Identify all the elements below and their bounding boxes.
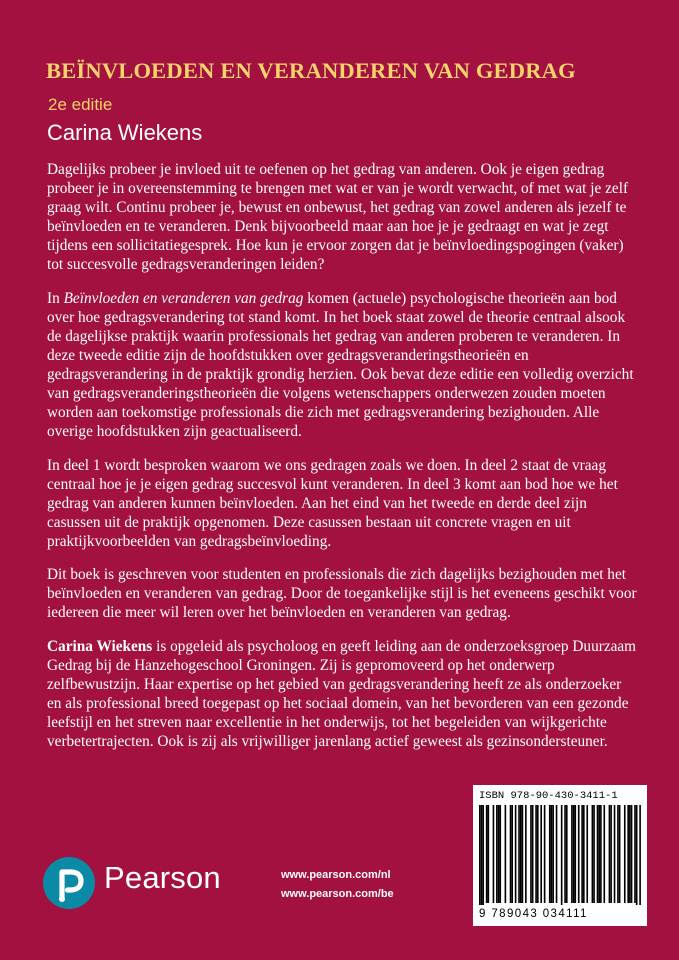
barcode-bar (520, 805, 522, 903)
barcode-bar (549, 805, 551, 903)
url-nl[interactable]: www.pearson.com/nl (281, 869, 391, 881)
author-bio-text: is opgeleid als psycholoog en geeft leiding aan de onderzoeksgroep Duurzaam Gedrag bij de Hanzehogeschool Groningen. Zij is gepromoveerd op het onderwerp zelfbewustzijn. Haar expertise op het gebied van gedragsverandering heeft ze als onderzoeker en als professional breed toegepast op het sociaal domein, van het bevorderen van een gezonde leefstijl en het streven naar excellentie in het onderwijs, tot het begeleiden van wijkgerichte verbetertrajecten. Ook is zij als vrijwilliger jarenlang actief geweest als gezinsondersteuner. (47, 638, 637, 751)
isbn-label: ISBN 978-90-430-3411-1 (479, 790, 618, 802)
barcode-bar (479, 805, 481, 905)
barcode-bar (556, 805, 558, 903)
barcode-bar (566, 805, 568, 903)
barcode-bar (573, 805, 575, 903)
barcode-bar (510, 805, 512, 903)
barcode-bar (496, 805, 498, 903)
barcode-bar (639, 805, 641, 905)
barcode-bar (600, 805, 602, 903)
blurb-paragraph-1: Dagelijks probeer je invloed uit te oefenen op het gedrag van anderen. Ook je eigen gedrag probeer je in overeenstemming te brengen met wat er van je wordt verwacht, of met wat je zelf graag wilt. Continu probeer je, bewust en onbewust, het gedrag van zowel anderen als jezelf te beïnvloeden en te veranderen. Denk bijvoorbeeld maar aan hoe je je gedraagt en wat je zegt tijdens een sollicitatiegesprek. Hoe kun je ervoor zorgen dat je beïnvloedingspogingen (vaker) tot succesvolle gedragsveranderingen leiden? (47, 161, 629, 274)
barcode-bar (525, 805, 527, 903)
barcode-bar (614, 805, 616, 903)
barcode-bar (535, 805, 537, 903)
blurb-p2-rest: komen (actuele) psychologische theorieën aan bod over hoe gedragsverandering tot stand komt. In het boek staat zowel de theorie centraal alsook de dagelijkse praktijk waarin professionals het gedrag van anderen proberen te veranderen. In deze tweede editie zijn de hoofdstukken over gedragsveranderingstheorieën en gedragsverandering in de praktijk grondig herzien. Ook bevat deze editie een volledig overzicht van gedragsveranderingstheorieën die volgens wetenschappers onderwezen zouden moeten worden aan toekomstige professionals die zich met gedragsverandering bezighouden. Alle overige hoofdstukken zijn geactualiseerd. (47, 289, 634, 441)
barcode-bar (518, 805, 520, 903)
blurb-paragraph-3: In deel 1 wordt besproken waarom we ons gedragen zoals we doen. In deel 2 staat de vraag centraal hoe je je eigen gedrag succesvol kunt veranderen. In deel 3 komt aan bod hoe we het gedrag van anderen kunnen beïnvloeden. Aan het eind van het tweede en derde deel zijn casussen uit de praktijk opgenomen. Deze casussen bestaan uit concrete vragen en uit praktijkvoorbeelden van gedragsbeïnvloeding. (47, 456, 618, 550)
barcode-bar (540, 805, 542, 903)
barcode-bar (488, 805, 490, 903)
barcode-bar (636, 805, 638, 905)
publisher-urls (281, 866, 394, 904)
barcode-bar (481, 805, 483, 905)
barcode-bar (505, 805, 507, 903)
barcode-bar (631, 805, 633, 903)
barcode-digits: 9 789043 034111 (479, 908, 588, 920)
blurb-text (47, 160, 637, 766)
author-name: Carina Wiekens (47, 120, 203, 145)
barcode-bar (592, 805, 594, 903)
blurb-p2-lead: In (47, 289, 64, 307)
barcode-bar (486, 805, 488, 903)
edition-label: 2e editie (48, 95, 113, 114)
author-bio-name: Carina Wiekens (47, 638, 153, 656)
barcode-bar (578, 805, 580, 903)
barcode-bar (593, 805, 595, 903)
barcode-bar (597, 805, 599, 903)
barcode-bar (627, 805, 629, 903)
barcode-bar (586, 805, 588, 903)
book-title-italic: Beïnvloeden en veranderen van gedrag (63, 289, 304, 307)
barcode-bar (634, 805, 636, 903)
barcode-bar (552, 805, 554, 903)
barcode-bar (574, 805, 576, 903)
barcode-bar (609, 805, 611, 903)
barcode-bar (537, 805, 539, 903)
blurb-paragraph-2 (47, 289, 637, 441)
barcode-icon (479, 805, 641, 905)
barcode-bar (493, 805, 495, 903)
barcode-bar (482, 805, 484, 905)
barcode-bar (629, 805, 631, 903)
barcode-bar (561, 805, 563, 905)
barcode-bar (498, 805, 500, 903)
barcode-bar (532, 805, 534, 903)
author-bio (47, 637, 637, 751)
barcode-bar (610, 805, 612, 903)
book-title: BEÏNVLOEDEN EN VERANDEREN VAN GEDRAG (46, 58, 576, 83)
barcode-box (473, 785, 647, 926)
barcode-bar (515, 805, 517, 903)
barcode-bar (551, 805, 553, 903)
barcode-bar (522, 805, 524, 903)
blurb-paragraph-4: Dit boek is geschreven voor studenten en professionals die zich dagelijks bezighouden met het beïnvloeden en veranderen van gedrag. Door de toegankelijke stijl is het eveneens geschikt voor iedereen die meer wil leren over het beïnvloeden en veranderen van gedrag. (47, 566, 637, 622)
barcode-bar (581, 805, 583, 903)
pearson-p-logo-icon (43, 857, 95, 909)
barcode-bar (571, 805, 573, 903)
barcode-bar (530, 805, 532, 903)
barcode-bar (511, 805, 513, 903)
publisher-name: Pearson (104, 860, 221, 895)
url-be[interactable]: www.pearson.com/be (281, 888, 394, 900)
barcode-bar (499, 805, 501, 903)
barcode-bar (624, 805, 626, 903)
barcode-bar (603, 805, 605, 903)
barcode-bar (544, 805, 546, 903)
barcode-bar (564, 805, 566, 903)
barcode-bar (583, 805, 585, 903)
barcode-bar (619, 805, 621, 903)
barcode-bar (617, 805, 619, 903)
barcode-bar (598, 805, 600, 903)
